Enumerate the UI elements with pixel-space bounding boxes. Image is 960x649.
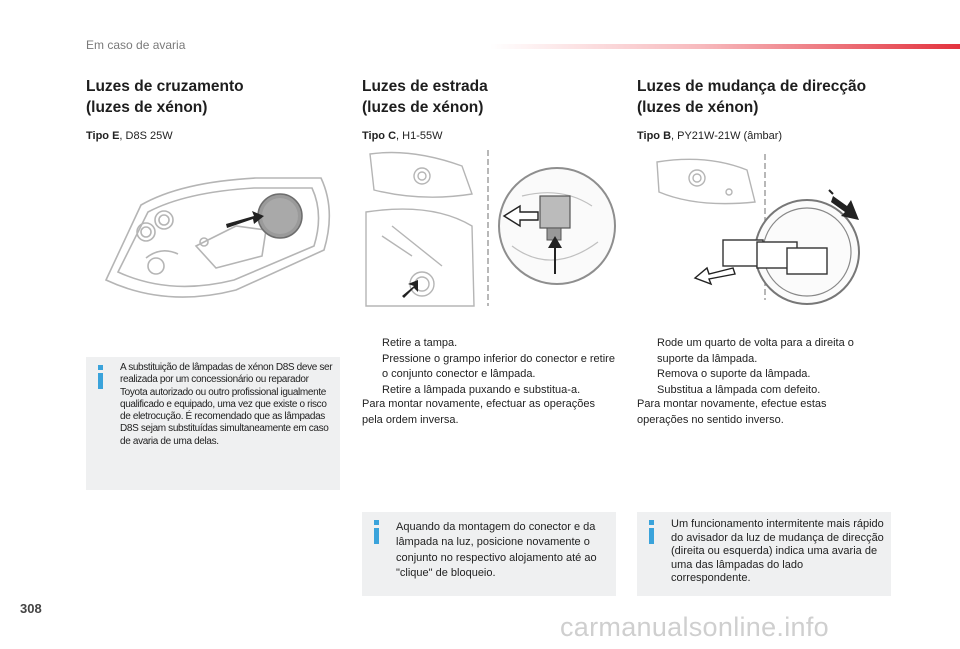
high-beam-steps: [362, 336, 616, 398]
turn-signal-illustration: [637, 150, 891, 310]
info-icon: [373, 520, 381, 544]
xenon-warning-box: A substituição de lâmpadas de xénon D8S deve ser realizada por um concessionário ou reparador Toyota autorizado ou outro profissional igualmente qualificado e equipado, uma vez que existe o risco de eletrocução. É recomendado que as lâmpadas D8S sejam substituídas simultaneamente em caso de avaria de uma delas.: [86, 357, 340, 490]
watermark: carmanualsonline.info: [560, 612, 829, 642]
high-beam-closing: Para montar novamente, efectuar as operações pela ordem inversa.: [362, 398, 595, 426]
turn-signal-type: Tipo B, PY21W-21W (âmbar): [637, 130, 783, 142]
turn-signal-steps: [637, 336, 887, 398]
info-icon: [97, 365, 105, 389]
column-high-beam: [362, 76, 622, 142]
low-beam-title: Luzes de cruzamento (luzes de xénon): [86, 78, 244, 116]
list-item: Substitua a lâmpada com defeito.: [657, 383, 821, 396]
info-icon: [648, 520, 656, 544]
page-number: 308: [20, 601, 42, 616]
column-low-beam: [86, 76, 346, 142]
section-header-title: Em caso de avaria: [86, 38, 186, 52]
turn-signal-closing: Para montar novamente, efectue estas operações no sentido inverso.: [637, 398, 827, 426]
low-beam-type: Tipo E, D8S 25W: [86, 130, 173, 142]
list-item: Pressione o grampo inferior do conector e retire o conjunto conector e lâmpada.: [382, 352, 615, 380]
list-item: Rode um quarto de volta para a direita o suporte da lâmpada.: [657, 337, 854, 365]
high-beam-type: Tipo C, H1-55W: [362, 130, 443, 142]
list-item: Retire a lâmpada puxando e substitua-a.: [382, 383, 581, 396]
connector-info-box: Aquando da montagem do conector e da lâmpada na luz, posicione novamente o conjunto no respectivo alojamento até ao "clique" de bloqueio.: [362, 512, 616, 596]
header-accent-bar: [490, 44, 960, 49]
high-beam-illustration: [362, 146, 620, 310]
low-beam-illustration: [86, 150, 340, 310]
column-turn-signal: [637, 76, 897, 142]
high-beam-title: Luzes de estrada (luzes de xénon): [362, 78, 488, 116]
list-item: Remova o suporte da lâmpada.: [657, 368, 811, 380]
list-item: Retire a tampa.: [382, 337, 458, 349]
turn-signal-title: Luzes de mudança de direcção (luzes de xénon): [637, 78, 867, 116]
turn-signal-info-box: Um funcionamento intermitente mais rápido do avisador da luz de mudança de direcção (direita ou esquerda) indica uma avaria de uma das lâmpadas do lado correspondente.: [637, 512, 891, 596]
